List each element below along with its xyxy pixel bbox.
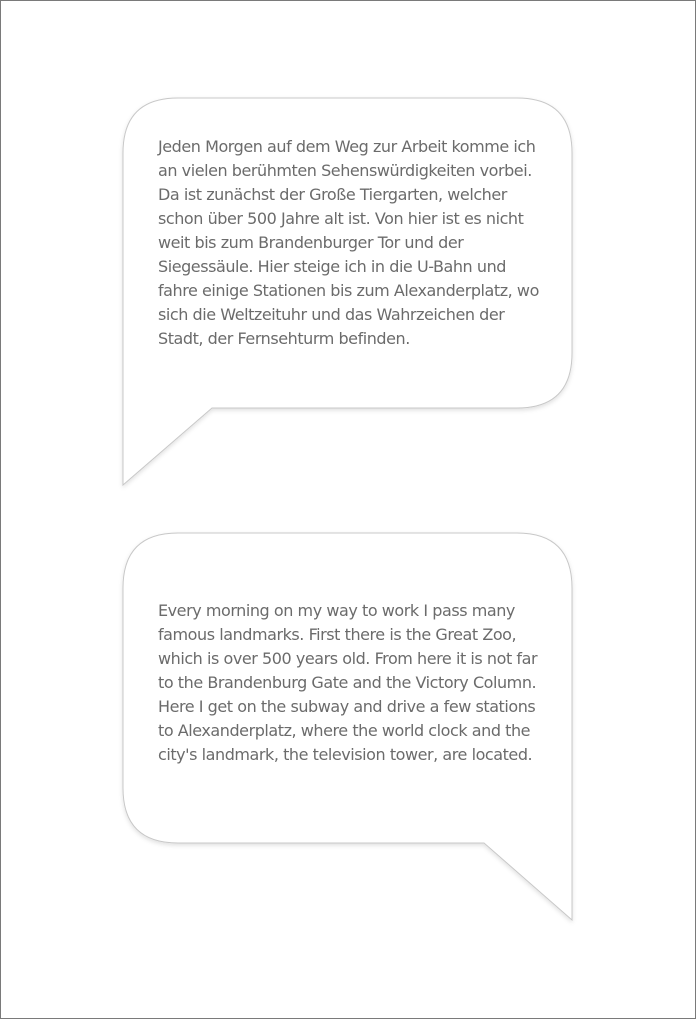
speech-bubble-german-text: Jeden Morgen auf dem Weg zur Arbeit komme ich an vielen berühmten Sehenswürdigkeiten vorbei. Da ist zunächst der Große Tiergarten, welcher schon über 500 Jahre alt ist. Von hier ist es nicht weit bis zum Brandenburger Tor und der Siegessäule. Hier steige ich in die U-Bahn und fahre einige Stationen bis zum Alexanderplatz, wo sich die Weltzeituhr und das Wahrzeichen der Stadt, der Fernsehturm befinden. (158, 137, 539, 348)
speech-bubble-english-text: Every morning on my way to work I pass many famous landmarks. First there is the Great Zoo, which is over 500 years old. From here it is not far to the Brandenburg Gate and the Victory Column. Here I get on the subway and drive a few stations to Alexanderplatz, where the world clock and the city's landmark, the television tower, are located. (158, 601, 538, 764)
